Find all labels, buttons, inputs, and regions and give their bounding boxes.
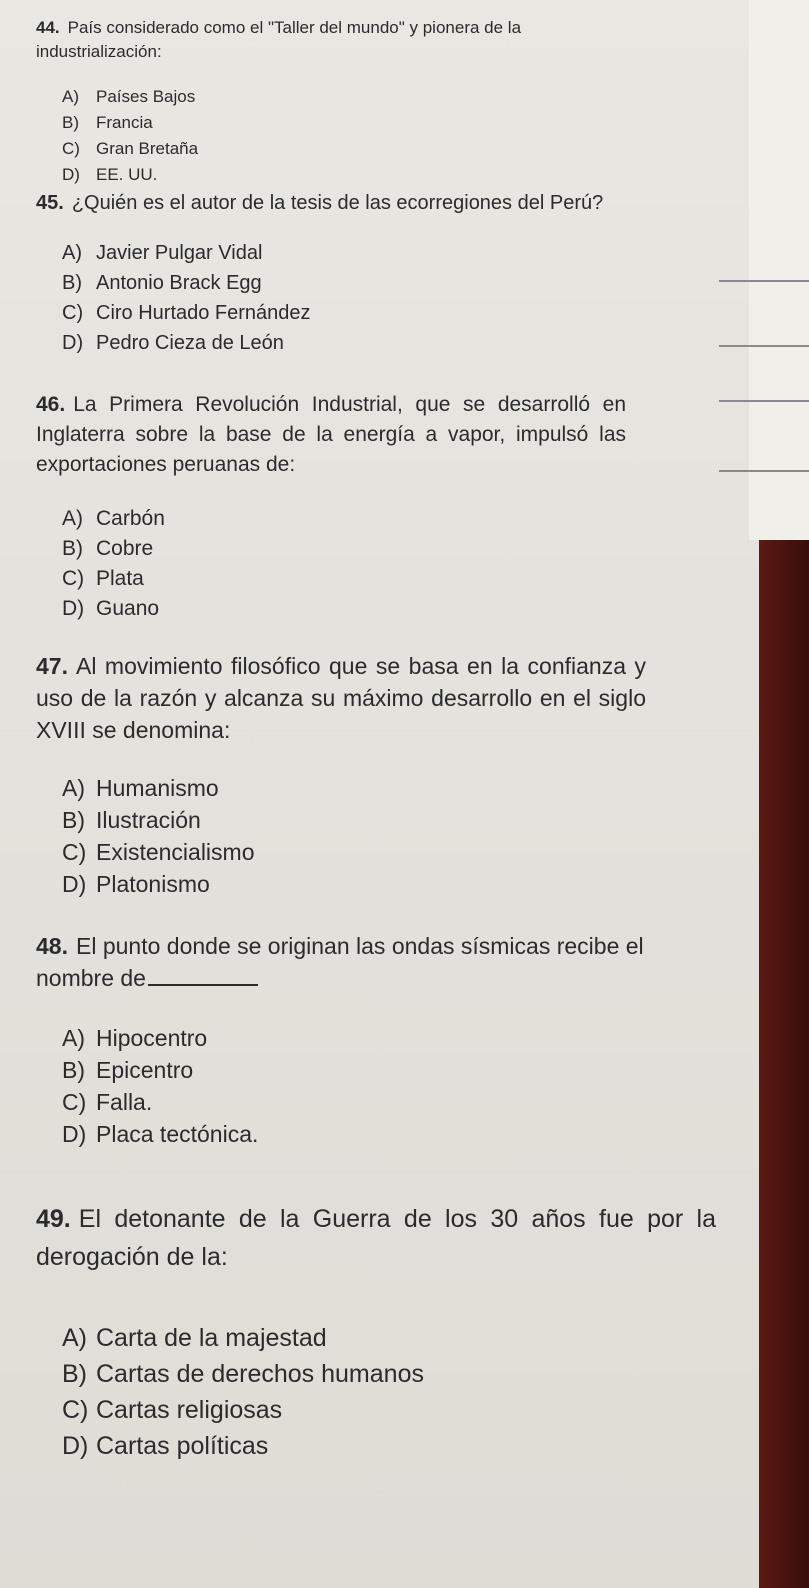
option-letter: B): [62, 1360, 87, 1388]
option-d[interactable]: [62, 162, 636, 188]
question-46: [36, 390, 756, 624]
option-letter: D): [62, 1121, 87, 1147]
option-text: Existencialismo: [96, 839, 255, 865]
option-b[interactable]: [62, 804, 736, 836]
option-letter: C): [62, 567, 85, 590]
question-text: [36, 930, 656, 994]
question-text: [36, 188, 606, 218]
question-48: [36, 930, 756, 1150]
option-c[interactable]: [62, 1086, 756, 1118]
option-letter: B): [62, 272, 82, 294]
notebook-line: [719, 345, 809, 347]
option-text: Placa tectónica.: [96, 1121, 259, 1147]
option-b[interactable]: [62, 1054, 756, 1086]
option-letter: A): [62, 87, 79, 106]
option-text: Ilustración: [96, 807, 201, 833]
option-text: Plata: [96, 567, 144, 590]
option-text: Carta de la majestad: [96, 1324, 327, 1352]
question-number: 47.: [36, 653, 68, 679]
question-statement: La Primera Revolución Industrial, que se desarrolló en Inglaterra sobre la base de la energía a vapor, impulsó las exportaciones peruanas de:: [36, 393, 626, 476]
option-d[interactable]: [62, 1118, 756, 1150]
option-b[interactable]: [62, 1356, 756, 1392]
notebook-line: [719, 280, 809, 282]
question-statement: Al movimiento filosófico que se basa en la confianza y uso de la razón y alcanza su máximo desarrollo en el siglo XVIII se denomina:: [36, 653, 646, 743]
option-text: Cartas políticas: [96, 1432, 269, 1460]
question-number: 45.: [36, 192, 64, 214]
option-b[interactable]: [62, 268, 606, 298]
answer-options: [36, 84, 636, 188]
option-letter: D): [62, 1432, 89, 1460]
answer-options: [36, 1022, 756, 1150]
question-number: 49.: [36, 1205, 71, 1233]
answer-options: [36, 504, 756, 624]
option-text: Humanismo: [96, 775, 219, 801]
option-text: Gran Bretaña: [96, 139, 199, 158]
option-a[interactable]: [62, 504, 756, 534]
option-letter: A): [62, 775, 85, 801]
option-text: Carbón: [96, 507, 165, 530]
option-text: Ciro Hurtado Fernández: [96, 302, 311, 324]
option-letter: A): [62, 1025, 85, 1051]
option-letter: C): [62, 302, 84, 324]
answer-options: [36, 238, 606, 358]
question-44: [36, 16, 636, 188]
page-edge-paper: [749, 0, 809, 540]
question-45: [36, 188, 606, 358]
answer-blank: [148, 983, 258, 986]
question-number: 44.: [36, 18, 60, 37]
option-letter: C): [62, 139, 80, 158]
option-text: Cobre: [96, 537, 154, 560]
option-a[interactable]: [62, 772, 736, 804]
question-statement: País considerado como el "Taller del mundo" y pionera de la industrialización:: [36, 18, 522, 61]
option-letter: C): [62, 1089, 87, 1115]
option-c[interactable]: [62, 136, 636, 162]
answer-options: [36, 1320, 756, 1464]
option-d[interactable]: [62, 594, 756, 624]
option-a[interactable]: [62, 1022, 756, 1054]
question-statement: El detonante de la Guerra de los 30 años fue por la derogación de la:: [36, 1205, 716, 1271]
option-letter: B): [62, 807, 85, 833]
option-b[interactable]: [62, 534, 756, 564]
option-text: Pedro Cieza de León: [96, 332, 284, 354]
option-text: Platonismo: [96, 871, 210, 897]
option-letter: C): [62, 1396, 89, 1424]
option-letter: D): [62, 165, 80, 184]
question-number: 46.: [36, 393, 66, 416]
option-text: Falla.: [96, 1089, 153, 1115]
option-a[interactable]: [62, 84, 636, 110]
option-letter: C): [62, 839, 87, 865]
question-statement: ¿Quién es el autor de la tesis de las ecorregiones del Perú?: [71, 192, 604, 214]
option-text: Antonio Brack Egg: [96, 272, 262, 294]
question-47: [36, 650, 736, 900]
option-letter: B): [62, 113, 79, 132]
question-text: [36, 390, 626, 480]
question-statement: El punto donde se originan las ondas sísmicas recibe el nombre de: [36, 933, 644, 991]
option-letter: A): [62, 242, 82, 264]
option-d[interactable]: [62, 1428, 756, 1464]
question-text: [36, 1200, 716, 1276]
option-text: Cartas religiosas: [96, 1396, 283, 1424]
option-a[interactable]: [62, 238, 606, 268]
question-text: [36, 16, 636, 64]
option-text: EE. UU.: [96, 165, 158, 184]
option-letter: B): [62, 537, 83, 560]
answer-options: [36, 772, 736, 900]
page-edge-shadow: [759, 540, 809, 1588]
option-letter: D): [62, 597, 85, 620]
option-text: Países Bajos: [96, 87, 196, 106]
option-text: Cartas de derechos humanos: [96, 1360, 424, 1388]
option-text: Francia: [96, 113, 153, 132]
option-letter: B): [62, 1057, 85, 1083]
option-c[interactable]: [62, 298, 606, 328]
option-c[interactable]: [62, 564, 756, 594]
option-d[interactable]: [62, 328, 606, 358]
question-text: [36, 650, 646, 746]
option-text: Javier Pulgar Vidal: [96, 242, 263, 264]
option-c[interactable]: [62, 1392, 756, 1428]
option-letter: A): [62, 507, 83, 530]
option-text: Epicentro: [96, 1057, 194, 1083]
question-49: [36, 1200, 756, 1464]
option-letter: D): [62, 332, 84, 354]
option-c[interactable]: [62, 836, 736, 868]
option-b[interactable]: [62, 110, 636, 136]
option-a[interactable]: [62, 1320, 756, 1356]
option-d[interactable]: [62, 868, 736, 900]
option-text: Guano: [96, 597, 160, 620]
question-number: 48.: [36, 933, 68, 959]
option-letter: D): [62, 871, 87, 897]
option-letter: A): [62, 1324, 87, 1352]
option-text: Hipocentro: [96, 1025, 208, 1051]
